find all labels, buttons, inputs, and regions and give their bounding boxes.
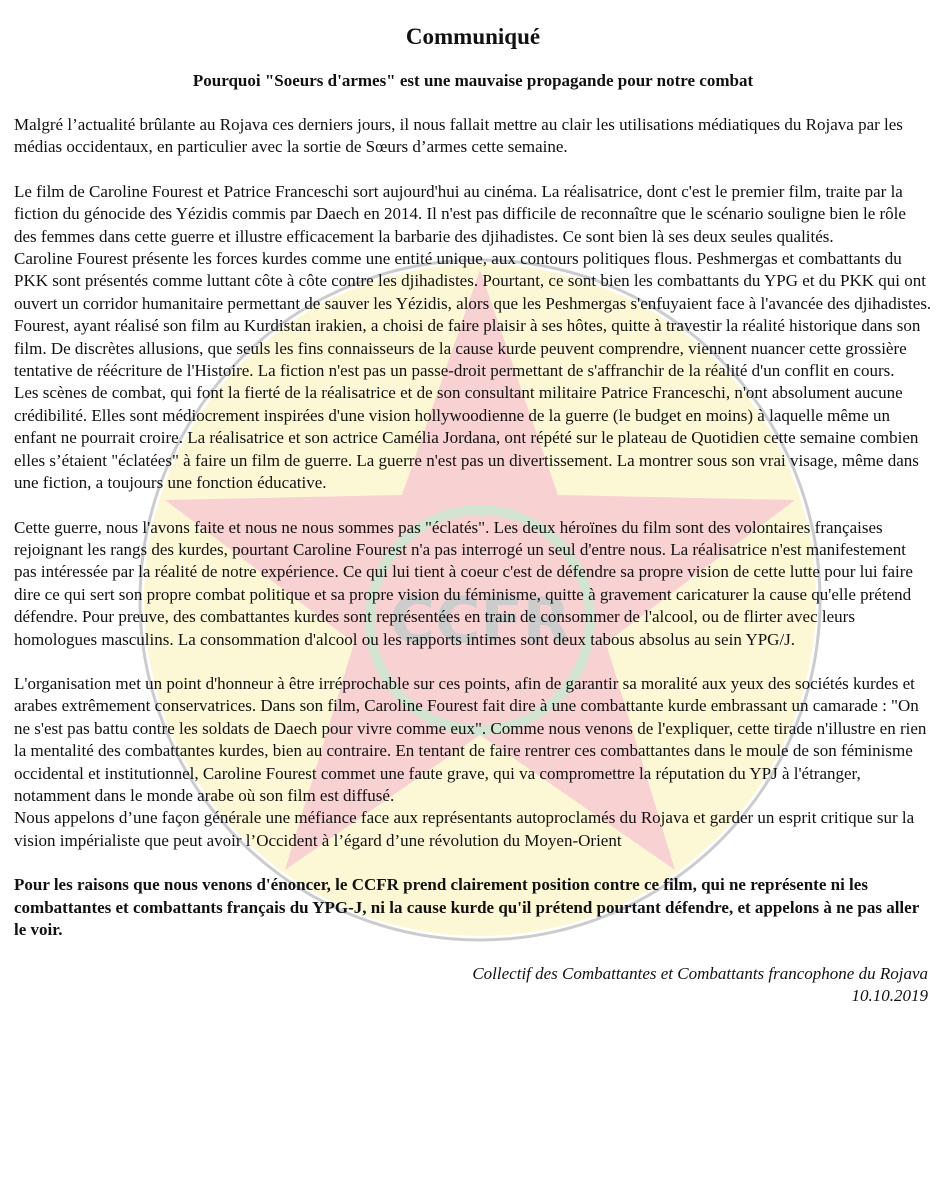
paragraph-combat-scenes: Les scènes de combat, qui font la fierté de la réalisatrice et de son consultant militaire Patrice Franceschi, n'ont absolument aucune crédibilité. Elles sont médiocrement inspirées d'une vision hollywoodienne de la guerre (le budget en moins) à laquelle même un enfant ne pourrait croire. La réalisatrice et son actrice Camélia Jordana, ont répété sur le plateau de Quotidien cette semaine combien elles s’étaient "éclatées" à faire un film de guerre. La guerre n'est pas un divertissement. La montrer sous son vrai visage, même dans une fiction, a toujours une fonction éducative.	[14, 383, 919, 493]
signature-date: 10.10.2019	[851, 986, 928, 1006]
paragraph-kurdish-forces: Caroline Fourest présente les forces kurdes comme une entité unique, aux contours politiques flous. Peshmergas et combattants du PKK sont présentés comme luttant côte à côte contre les djihadistes. Pourtant, ce sont bien les combattants du YPG et du PKK qui ont ouvert un corridor humanitaire permettant de sauver les Yézidis, alors que les Peshmergas s'enfuyaient face à l'avancée des djihadistes. Fourest, ayant réalisé son film au Kurdistan irakien, a choisi de faire plaisir à ses hôtes, quitte à travestir la réalité historique dans son film. De discrètes allusions, que seuls les fins connaisseurs de la cause kurde peuvent comprendre, viennent nuancer cette grossière tentative de réécriture de l'Histoire. La fiction n'est pas un passe-droit permettant de s'affranchir de la réalité d'un conflit en cours.	[14, 249, 932, 381]
document-subtitle: Pourquoi "Soeurs d'armes" est une mauvaise propagande pour notre combat	[192, 71, 754, 90]
paragraph-intro: Malgré l’actualité brûlante au Rojava ces derniers jours, il nous fallait mettre au clair les utilisations médiatiques du Rojava par les médias occidentaux, en particulier avec la sortie de Sœurs d’armes cette semaine.	[14, 115, 903, 157]
paragraph-appeal: Nous appelons d’une façon générale une méfiance face aux représentants autoproclamés du Rojava et garder un esprit critique sur la vision impérialiste que peut avoir l’Occident à l’égard d’une révolution du Moyen-Orient	[14, 808, 915, 850]
paragraph-film: Le film de Caroline Fourest et Patrice Franceschi sort aujourd'hui au cinéma. La réalisatrice, dont c'est le premier film, traite par la fiction du génocide des Yézidis commis par Daech en 2014. Il n'est pas difficile de reconnaître que le scénario souligne bien le rôle des femmes dans cette guerre et illustre efficacement la barbarie des djihadistes. Ce sont bien là ses deux seules qualités.	[14, 181, 906, 246]
signature-author: Collectif des Combattantes et Combattants francophone du Rojava	[472, 964, 928, 984]
paragraph-our-war: Cette guerre, nous l'avons faite et nous ne nous sommes pas "éclatés". Les deux héroïnes du film sont des volontaires françaises rejoignant les rangs des kurdes, pourtant Caroline Fourest n'a pas interrogé un seul d'entre nous. La réalisatrice n'est manifestement pas intéressée par la réalité de notre expérience. Ce qui lui tient à coeur c'est de défendre sa propre vision de cette lutte pour lui faire dire ce qui sert son propre combat politique et sa propre vision du féminisme, quitte à gravement caricaturer la cause qu'elle prétend défendre. Pour preuve, des combattantes kurdes sont représentées en train de consommer de l'alcool, ou de flirter avec leurs homologues masculins. La consommation d'alcool ou les rapports intimes sont deux tabous absolus au sein YPG/J.	[14, 517, 913, 649]
conclusion-paragraph: Pour les raisons que nous venons d'énoncer, le CCFR prend clairement position contre ce film, qui ne représente ni les combattantes et combattants français du YPG-J, ni la cause kurde qu'il prétend pourtant défendre, et appelons à ne pas aller le voir.	[14, 875, 919, 939]
signature-block	[14, 963, 932, 1007]
document-title: Communiqué	[405, 24, 541, 49]
document-content	[14, 20, 932, 1007]
document-body	[14, 114, 932, 941]
paragraph-organisation: L'organisation met un point d'honneur à être irréprochable sur ces points, afin de garantir sa moralité aux yeux des sociétés kurdes et arabes extrêmement conservatrices. Dans son film, Caroline Fourest fait dire à une combattante kurde embrassant un camarade : "On ne s'est pas battu contre les soldats de Daech pour vivre comme eux". Comme nous venons de l'expliquer, cette tirade n'illustre en rien la mentalité des combattantes kurdes, bien au contraire. En tentant de faire rentrer ces combattantes dans le moule de son féminisme occidental et institutionnel, Caroline Fourest commet une faute grave, qui va compromettre la réputation du YPJ à l'étranger, notamment dans le monde arabe où son film est diffusé.	[14, 673, 927, 805]
emblem-text: CCFR	[389, 584, 571, 657]
